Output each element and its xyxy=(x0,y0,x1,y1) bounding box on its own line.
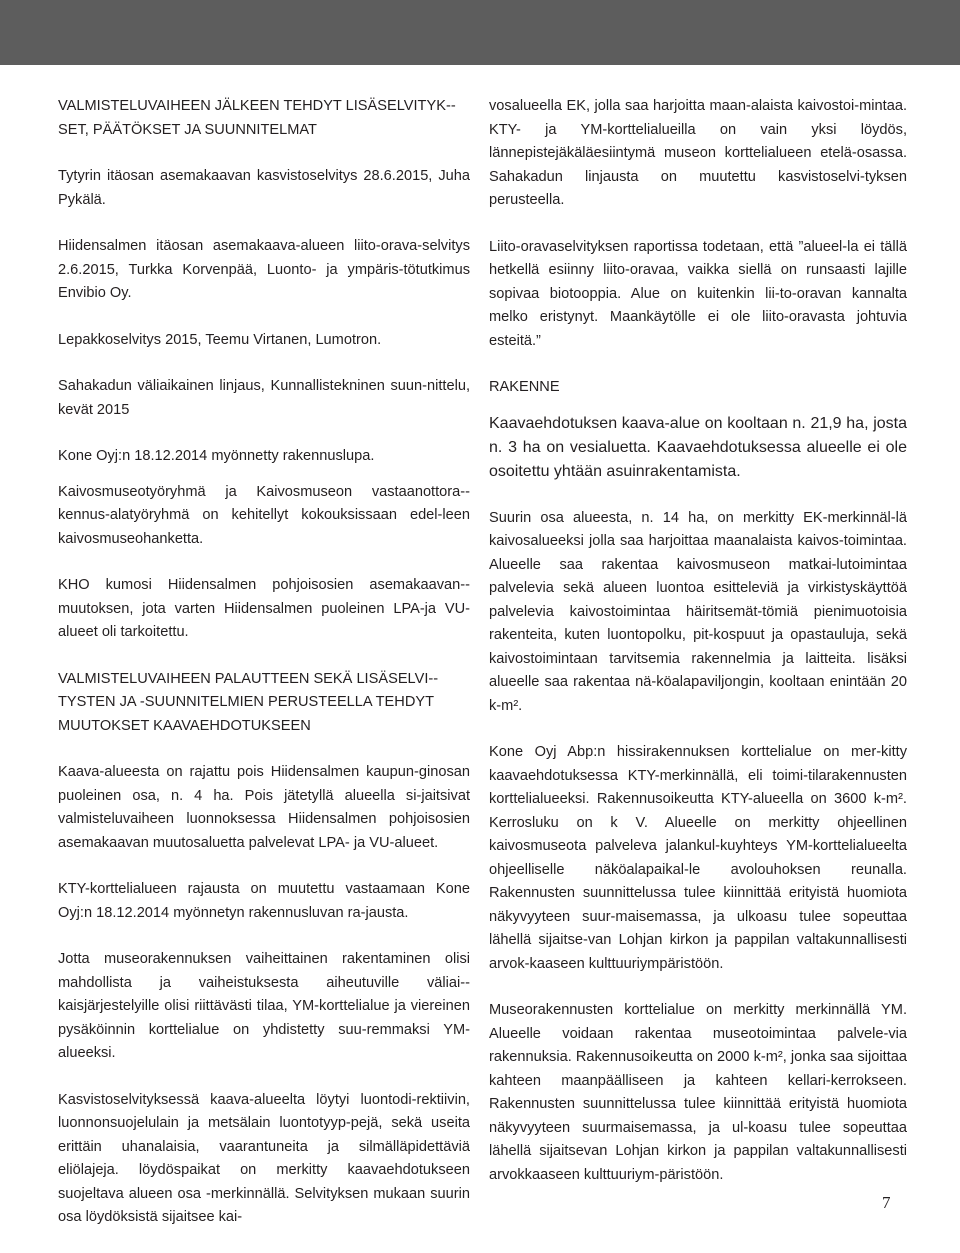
right-text-column xyxy=(489,95,907,1210)
paragraph: KHO kumosi Hiidensalmen pohjoisosien asemakaavan-muutoksen, jota varten Hiidensalmen puoleinen LPA-ja VU-alueet oli tarkoitettu. xyxy=(58,577,470,640)
paragraph: Liito-oravaselvityksen raportissa todetaan, että ”alueel-la ei tällä hetkellä esiinny liito-oravaa, vaikka siellä on runsaasti lajille sopivaa biotooppia. Alue on kuitenkin lii-to-oravan kannalta melko eristynyt. Maankäytölle ei ole liito-oravasta johtuvia esteitä.” xyxy=(489,238,907,349)
paragraph: Kaavaehdotuksen kaava-alue on kooltaan n. 21,9 ha, josta n. 3 ha on vesialuetta. Kaavaehdotuksessa alueelle ei ole osoitettu yhtään asuinrakentamista. xyxy=(489,414,907,480)
paragraph: KTY-korttelialueen rajausta on muutettu vastaamaan Kone Oyj:n 18.12.2014 myönnetyn rakennusluvan ra-jausta. xyxy=(58,881,470,921)
paragraph: Hiidensalmen itäosan asemakaava-alueen liito-orava-selvitys 2.6.2015, Turkka Korvenpää, Luonto- ja ympäris-tötutkimus Envibio Oy. xyxy=(58,238,470,301)
paragraph: Tytyrin itäosan asemakaavan kasvistoselvitys 28.6.2015, Juha Pykälä. xyxy=(58,168,470,208)
paragraph: Museorakennusten korttelialue on merkitty merkinnällä YM. Alueelle voidaan rakentaa museotoimintaa palvele-via rakennuksia. Rakennusoikeutta on 2000 k-m², jonka saa sijoittaa kahteen maanpäälliseen ja kahteen kellari-kerrokseen. Rakennusten suunnittelussa tulee kiinnittää erityistä huomiota näkyvyyteen suurmaisemassa, ja ul-koasu tulee sopeuttaa lähellä sijaitsevan Lohjan kirkon ja pappilan valtakunnallisesti arvokkaaseen kulttuuriym-päristöön. xyxy=(489,1002,907,1183)
paragraph: Sahakadun väliaikainen linjaus, Kunnallistekninen suun-nittelu, kevät 2015 xyxy=(58,378,470,418)
section-heading-changes: VALMISTELUVAIHEEN PALAUTTEEN SEKÄ LISÄSELVI-TYSTEN JA -SUUNNITELMIEN PERUSTEELLA TEHDYT MUUTOKSET KAAVAEHDOTUKSEEN xyxy=(58,670,439,734)
section-heading-additional-studies: VALMISTELUVAIHEEN JÄLKEEN TEHDYT LISÄSELVITYK-SET, PÄÄTÖKSET JA SUUNNITELMAT xyxy=(58,98,456,138)
paragraph: Lepakkoselvitys 2015, Teemu Virtanen, Lumotron. xyxy=(58,331,382,348)
section-heading-rakenne: RAKENNE xyxy=(489,379,560,395)
paragraph: Suurin osa alueesta, n. 14 ha, on merkitty EK-merkinnäl-lä kaivosalueeksi jolla saa harjoittaa maanalaista kaivos-toimintaa. Alueelle saa rakentaa kaivosmuseon matkai-lutoimintaa palvelevia sekä alueen luontoa esitteleviä ja virkistyskäyttöä palvelevia kaivostoimintaa häiritsemät-tömiä pienimuotoisia rakenteita, kuten luontopolku, pit-kospuut ja opastauluja, sekä kaivostoimintaan tarvitsemia rakennelmia ja laitteita. lisäksi alueelle saa rakentaa nä-köalapaviljongin, kooltaan enintään 20 k-m². xyxy=(489,509,907,714)
left-text-column xyxy=(58,95,470,1253)
top-gray-bar xyxy=(0,0,960,65)
paragraph: vosalueella EK, jolla saa harjoitta maan-alaista kaivostoi-mintaa. KTY- ja YM-korttelialueilla on vain yksi löydös, lännepistejäkäläesiintymä museon korttelialueen etelä-osassa. Sahakadun linjausta on muutettu kasvistoselvi-tyksen perusteella. xyxy=(489,98,907,208)
paragraph: Kasvistoselvityksessä kaava-alueelta löytyi luontodi-rektiivin, luonnonsuojelulain ja metsälain luontotyyp-pejä, sekä useita erittäin uhanalaisia, vaarantuneita ja silmälläpidettäviä eliölajeja. löydöspaikat on merkitty kaavaehdotukseen suojeltava alueen osa -merkinnällä. Selvityksen mukaan suurin osa löydöksistä sijaitsee kai- xyxy=(58,1091,470,1225)
page-number: 7 xyxy=(882,1193,891,1212)
paragraph: Kaivosmuseotyöryhmä ja Kaivosmuseon vastaanottora-kennus-alatyöryhmä on kehitellyt kokouksissaan edel-leen kaivosmuseohanketta. xyxy=(58,483,470,547)
paragraph: Kone Oyj Abp:n hissirakennuksen korttelialue on mer-kitty kaavaehdotuksessa KTY-merkinnällä, eli toimi-tilarakennusten korttelialueeksi. Rakennusoikeutta KTY-alueella on 3600 k-m². Kerrosluku on k V. Alueelle on merkitty ohjeellinen kaivosmuseota palveleva jalankul-kuyhteys YM-korttelialueelta ohjeelliselle näköalapaikal-le avolouhoksen reunalla. Rakennusten suunnittelussa tulee kiinnittää erityistä huomiota näkyvyyteen suur-maisemassa, ja ulkoasu tulee sopeuttaa lähellä sijaitse-van Lohjan kirkon ja pappilan valtakunnallisesti arvok-kaaseen kulttuuriympäristöön. xyxy=(489,744,907,972)
paragraph: Kaava-alueesta on rajattu pois Hiidensalmen kaupun-ginosan puoleinen osa, n. 4 ha. Pois jätetyllä alueella si-jaitsivat valmisteluvaiheen luonnoksessa Hiidensalmen pohjoisosien asemakaavan muutosaluetta palvelevat LPA- ja VU-alueet. xyxy=(58,764,470,851)
paragraph: Kone Oyj:n 18.12.2014 myönnetty rakennuslupa. xyxy=(58,448,375,464)
paragraph: Jotta museorakennuksen vaiheittainen rakentaminen olisi mahdollista ja vaiheistuksesta aiheutuville väliai-kaisjärjestelyille olisi riittävästi tilaa, YM-korttelialue ja viereinen pysäköinnin korttelialue on yhdistetty suu-remmaksi YM-alueeksi. xyxy=(58,951,470,1061)
